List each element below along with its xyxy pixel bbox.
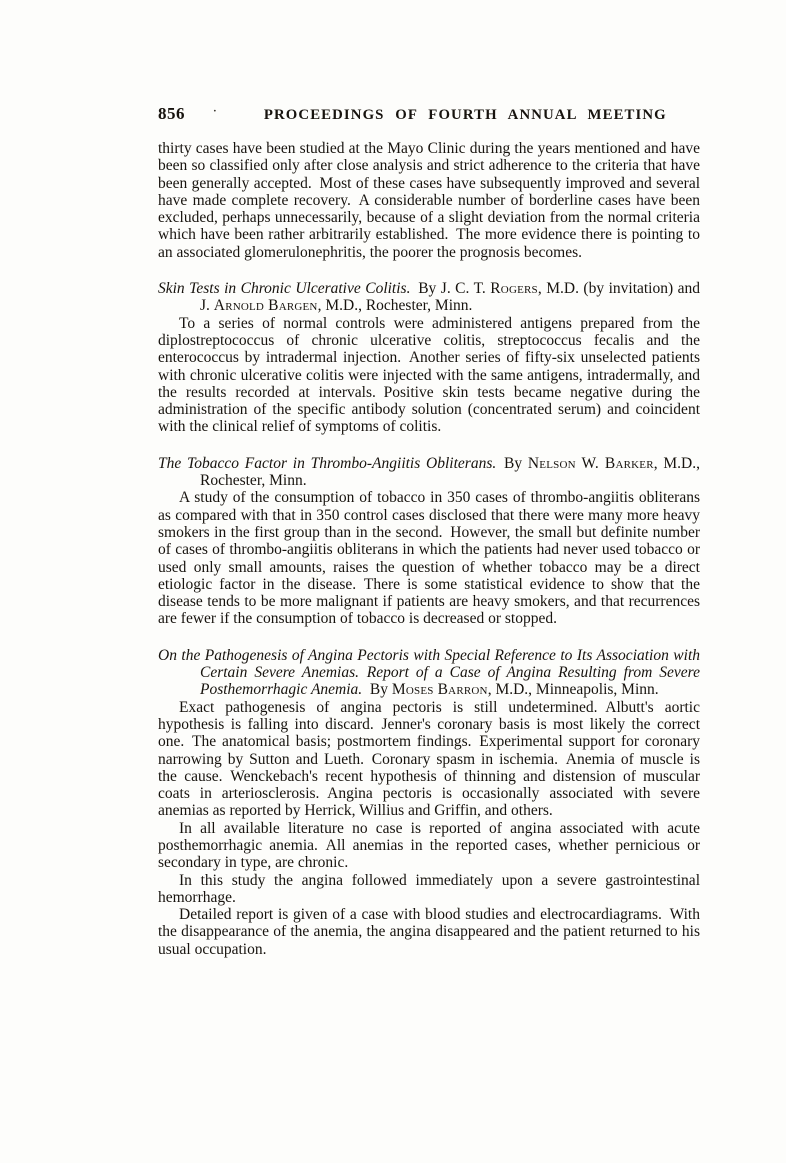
byline-text: , M.D., Rochester, Minn. (200, 454, 700, 490)
page-number: 856 (158, 104, 185, 123)
byline-text: , M.D., Rochester, Minn. (317, 297, 473, 315)
abstract-paragraph: In all available literature no case is reported of angina associated with acute posthemorrhagic anemia. All anemias in the reported cases, whether pernicious or secondary in type, are chronic. (158, 819, 700, 872)
abstract-paragraph: In this study the angina followed immediately upon a severe gastrointestinal hemorrhage. (158, 871, 700, 906)
abstract-title: Skin Tests in Chronic Ulcerative Colitis. (158, 280, 411, 298)
running-header-title: PROCEEDINGS OF FOURTH ANNUAL MEETING (263, 107, 667, 123)
abstract-heading (158, 455, 700, 490)
abstract-byline (362, 681, 658, 698)
page-header (158, 104, 700, 124)
abstract-heading (158, 647, 700, 699)
paragraph-continuation: thirty cases have been studied at the Mayo Clinic during the years mentioned and have been so classified only after close analysis and strict adherence to the criteria that have been generally accepted. Most of these cases have subsequently improved and several have made complete recovery. A considerable number of borderline cases have been excluded, perhaps unnecessarily, because of a slight deviation from the normal criteria which have been rather arbitrarily established. The more evidence there is pointing to an associated glomerulonephritis, the poorer the prognosis becomes. (158, 140, 700, 261)
page-body (158, 140, 700, 958)
abstract-paragraph: Detailed report is given of a case with blood studies and electrocardiagrams. With the disappearance of the anemia, the angina disappeared and the patient returned to his usual occupation. (158, 906, 700, 958)
author-name: Rogers (490, 280, 538, 298)
author-name: Arnold Bargen (213, 297, 318, 315)
byline-text: By J. C. T. (410, 280, 491, 298)
abstract-title: On the Pathogenesis of Angina Pectoris with Special Reference to Its Association with Certain Severe Anemias. Report of a Case of Angina Resulting from Severe Posthemorrhagic Anemia. (158, 646, 700, 699)
abstract-paragraph: To a series of normal controls were administered antigens prepared from the diplostreptococcus of chronic ulcerative colitis, streptococcus fecalis and the enterococcus by intradermal injection. Another series of fifty-six unselected patients with chronic ulcerative colitis were injected with the same antigens, intradermally, and the results recorded at intervals. Positive skin tests became negative during the administration of the specific antibody solution (concentrated serum) and coincident with the clinical relief of symptoms of colitis. (158, 314, 700, 436)
author-name: Moses Barron (391, 681, 488, 699)
author-name: Nelson W. Barker (527, 454, 654, 472)
abstract-paragraph: Exact pathogenesis of angina pectoris is still undetermined. Albutt's aortic hypothesis is falling into discard. Jenner's coronary basis is most likely the correct one. The anatomical basis; postmortem findings. Experimental support for coronary narrowing by Sutton and Lueth. Coronary spasm in ischemia. Anemia of muscle is the cause. Wenckebach's recent hypothesis of thinning and distension of muscular coats in arteriosclerosis. Angina pectoris is occasionally associated with severe anemias as reported by Herrick, Willius and Griffin, and others. (158, 698, 700, 820)
byline-text: By (362, 681, 392, 699)
byline-text: By (496, 454, 528, 472)
stray-ink-mark: · (213, 105, 217, 117)
abstract-paragraph: A study of the consumption of tobacco in 350 cases of thrombo-angiitis obliterans as compared with that in 350 control cases disclosed that there were many more heavy smokers in the first group than in the second. However, the small but definite number of cases of thrombo-angiitis obliterans in which the patients had never used tobacco or used only small amounts, raises the question of whether tobacco may be a direct etiologic factor in the disease. There is some statistical evidence to show that the disease tends to be more malignant if patients are heavy smokers, and that recurrences are fewer if the consumption of tobacco is decreased or stopped. (158, 489, 700, 628)
abstract-heading (158, 280, 700, 315)
abstract-section-skin-tests (158, 280, 700, 436)
byline-text: , M.D. (by invitation) and J. (200, 280, 701, 315)
byline-text: , M.D., Minneapolis, Minn. (487, 681, 659, 699)
abstract-title: The Tobacco Factor in Thrombo-Angiitis Obliterans. (158, 454, 497, 472)
abstract-section-tobacco-factor (158, 455, 700, 628)
abstract-section-angina-pectoris (158, 647, 700, 958)
